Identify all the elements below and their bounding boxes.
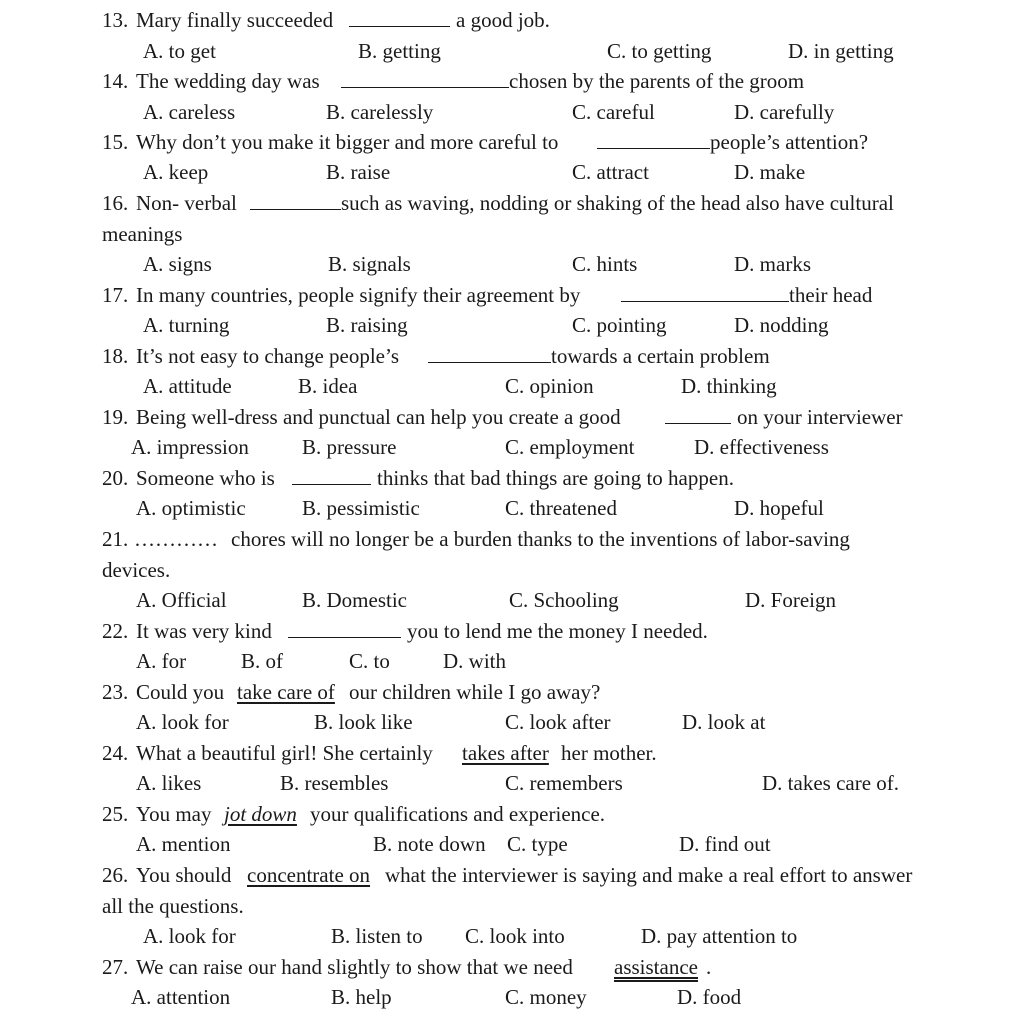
- question-20: [0, 464, 1024, 492]
- answer-blank: [292, 464, 371, 485]
- options-19: [0, 433, 1024, 461]
- options-26: [0, 922, 1024, 950]
- question-number: 16.: [102, 191, 129, 215]
- option-c: C. employment: [505, 435, 635, 459]
- question-text: on your interviewer: [737, 405, 903, 429]
- option-c: C. to getting: [607, 39, 712, 63]
- dotted-blank: …………: [134, 527, 218, 551]
- options-20: [0, 494, 1024, 522]
- question-number: 26.: [102, 863, 129, 887]
- question-text: towards a certain problem: [551, 344, 770, 368]
- answer-blank: [597, 128, 710, 149]
- question-text: people’s attention?: [710, 130, 869, 154]
- question-14: [0, 67, 1024, 95]
- option-b: B. pressure: [302, 435, 397, 459]
- option-a: A. attention: [131, 985, 231, 1009]
- question-text: chosen by the parents of the groom: [509, 69, 805, 93]
- option-c: C. pointing: [572, 313, 667, 337]
- option-c: C. look after: [505, 710, 611, 734]
- question-text: Non- verbal: [136, 191, 237, 215]
- options-13: [0, 37, 1024, 65]
- question-number: 17.: [102, 283, 129, 307]
- options-24: [0, 769, 1024, 797]
- answer-blank: [428, 342, 551, 363]
- option-a: A. impression: [131, 435, 249, 459]
- option-c: C. opinion: [505, 374, 594, 398]
- question-18: [0, 342, 1024, 370]
- question-17: [0, 281, 1024, 309]
- question-19: [0, 403, 1024, 431]
- option-b: B. idea: [298, 374, 358, 398]
- option-c: C. money: [505, 985, 587, 1009]
- option-b: B. getting: [358, 39, 441, 63]
- question-text: what the interviewer is saying and make a real effort to answer: [385, 863, 913, 887]
- options-15: [0, 158, 1024, 186]
- question-text: their head: [789, 283, 873, 307]
- options-18: [0, 372, 1024, 400]
- question-text: Mary finally succeeded: [136, 8, 334, 32]
- option-d: D. find out: [679, 832, 771, 856]
- question-23: [0, 678, 1024, 706]
- option-d: D. make: [734, 160, 806, 184]
- option-d: D. takes care of.: [762, 771, 900, 795]
- option-d: D. carefully: [734, 100, 835, 124]
- answer-blank: [349, 6, 450, 27]
- option-c: C. Schooling: [509, 588, 619, 612]
- question-number: 18.: [102, 344, 129, 368]
- question-text: .: [706, 955, 712, 979]
- question-text: her mother.: [561, 741, 657, 765]
- question-number: 24.: [102, 741, 129, 765]
- option-c: C. look into: [465, 924, 565, 948]
- cropped-top-edge: [0, 0, 1024, 4]
- options-27: [0, 983, 1024, 1011]
- question-text: What a beautiful girl! She certainly: [136, 741, 433, 765]
- question-text: The wedding day was: [136, 69, 320, 93]
- option-b: B. raising: [326, 313, 408, 337]
- question-16: [0, 189, 1024, 217]
- question-number: 15.: [102, 130, 129, 154]
- question-number: 22.: [102, 619, 129, 643]
- option-d: D. Foreign: [745, 588, 836, 612]
- option-b: B. help: [331, 985, 392, 1009]
- question-26-continued: [0, 892, 1024, 920]
- question-24: [0, 739, 1024, 767]
- question-text: a good job.: [456, 8, 550, 32]
- option-d: D. look at: [682, 710, 766, 734]
- answer-blank: [621, 281, 789, 302]
- question-21-continued: [0, 556, 1024, 584]
- underlined-phrase: assistance: [614, 955, 698, 979]
- option-a: A. turning: [143, 313, 230, 337]
- question-25: [0, 800, 1024, 828]
- underlined-phrase: takes after: [462, 741, 549, 765]
- option-a: A. look for: [143, 924, 236, 948]
- option-d: D. with: [443, 649, 506, 673]
- underlined-phrase: concentrate on: [247, 863, 371, 887]
- question-text: Someone who is: [136, 466, 275, 490]
- question-number: 13.: [102, 8, 129, 32]
- underlined-phrase: jot down: [224, 802, 297, 826]
- option-a: A. Official: [136, 588, 227, 612]
- question-text: Being well-dress and punctual can help you create a good: [136, 405, 621, 429]
- options-25: [0, 830, 1024, 858]
- option-d: D. food: [677, 985, 742, 1009]
- option-a: A. attitude: [143, 374, 232, 398]
- option-c: C. threatened: [505, 496, 617, 520]
- question-number: 27.: [102, 955, 129, 979]
- option-d: D. thinking: [681, 374, 777, 398]
- question-text: You should: [136, 863, 232, 887]
- option-d: D. effectiveness: [694, 435, 829, 459]
- question-text: all the questions.: [102, 894, 244, 918]
- question-number: 14.: [102, 69, 129, 93]
- option-a: A. look for: [136, 710, 229, 734]
- question-text: meanings: [102, 222, 183, 246]
- question-text: such as waving, nodding or shaking of the head also have cultural: [341, 191, 894, 215]
- option-c: C. attract: [572, 160, 649, 184]
- option-a: A. mention: [136, 832, 231, 856]
- option-a: A. likes: [136, 771, 202, 795]
- options-21: [0, 586, 1024, 614]
- question-text: Why don’t you make it bigger and more careful to: [136, 130, 559, 154]
- question-15: [0, 128, 1024, 156]
- option-b: B. Domestic: [302, 588, 407, 612]
- option-b: B. listen to: [331, 924, 423, 948]
- question-number: 21.: [102, 527, 129, 551]
- option-d: D. pay attention to: [641, 924, 798, 948]
- option-c: C. to: [349, 649, 390, 673]
- question-text: your qualifications and experience.: [310, 802, 606, 826]
- options-14: [0, 98, 1024, 126]
- option-a: A. careless: [143, 100, 236, 124]
- options-22: [0, 647, 1024, 675]
- question-text: chores will no longer be a burden thanks to the inventions of labor-saving: [231, 527, 850, 551]
- question-16-continued: [0, 220, 1024, 248]
- option-a: A. keep: [143, 160, 209, 184]
- option-b: B. carelessly: [326, 100, 434, 124]
- option-b: B. look like: [314, 710, 413, 734]
- option-a: A. signs: [143, 252, 212, 276]
- question-text: You may: [136, 802, 212, 826]
- question-text: It was very kind: [136, 619, 272, 643]
- option-b: B. of: [241, 649, 283, 673]
- options-23: [0, 708, 1024, 736]
- question-text: our children while I go away?: [349, 680, 601, 704]
- question-text: It’s not easy to change people’s: [136, 344, 400, 368]
- question-13: [0, 6, 1024, 34]
- answer-blank: [288, 617, 401, 638]
- question-22: [0, 617, 1024, 645]
- answer-blank: [341, 67, 509, 88]
- question-number: 25.: [102, 802, 129, 826]
- option-d: D. in getting: [788, 39, 894, 63]
- option-b: B. signals: [328, 252, 411, 276]
- option-d: D. hopeful: [734, 496, 824, 520]
- question-text: you to lend me the money I needed.: [407, 619, 708, 643]
- question-number: 19.: [102, 405, 129, 429]
- option-c: C. careful: [572, 100, 655, 124]
- option-b: B. pessimistic: [302, 496, 420, 520]
- option-c: C. remembers: [505, 771, 623, 795]
- option-b: B. resembles: [280, 771, 389, 795]
- option-a: A. to get: [143, 39, 216, 63]
- option-c: C. hints: [572, 252, 638, 276]
- option-c: C. type: [507, 832, 568, 856]
- answer-blank: [250, 189, 341, 210]
- question-text: thinks that bad things are going to happen.: [377, 466, 734, 490]
- question-26: [0, 861, 1024, 889]
- option-a: A. optimistic: [136, 496, 246, 520]
- answer-blank: [665, 403, 731, 424]
- underlined-phrase: take care of: [237, 680, 335, 704]
- question-text: devices.: [102, 558, 171, 582]
- question-number: 20.: [102, 466, 129, 490]
- question-27: [0, 953, 1024, 981]
- option-d: D. marks: [734, 252, 811, 276]
- option-d: D. nodding: [734, 313, 829, 337]
- options-16: [0, 250, 1024, 278]
- question-21: [0, 525, 1024, 553]
- question-number: 23.: [102, 680, 129, 704]
- question-text: In many countries, people signify their agreement by: [136, 283, 581, 307]
- question-text: We can raise our hand slightly to show that we need: [136, 955, 573, 979]
- option-a: A. for: [136, 649, 187, 673]
- option-b: B. note down: [373, 832, 486, 856]
- question-text: Could you: [136, 680, 225, 704]
- options-17: [0, 311, 1024, 339]
- option-b: B. raise: [326, 160, 391, 184]
